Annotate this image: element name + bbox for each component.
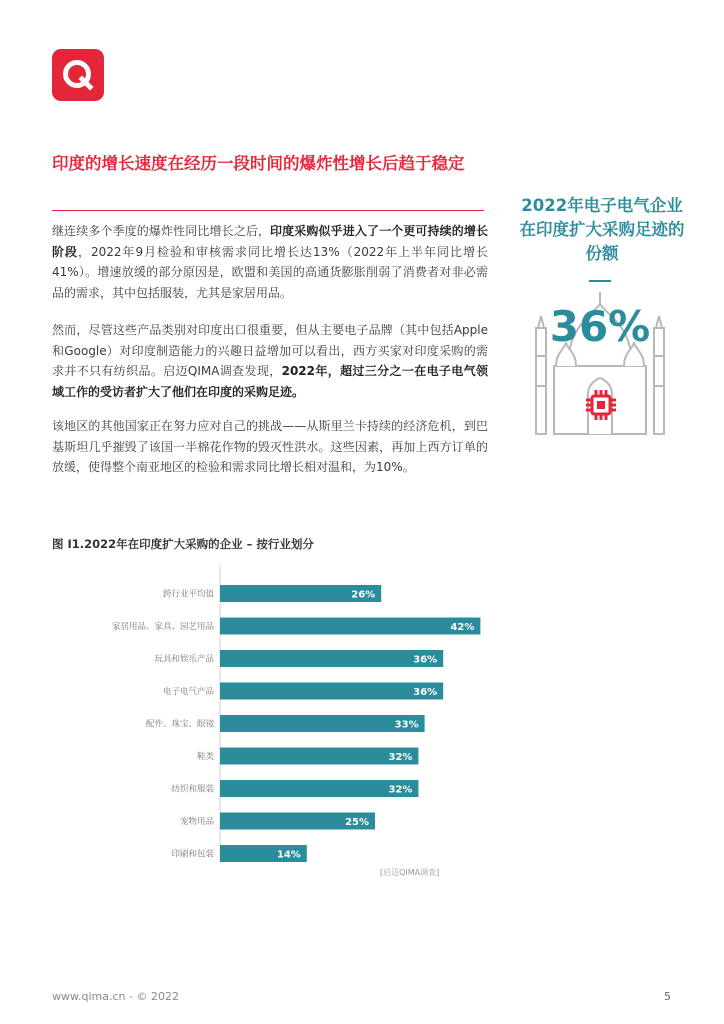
category-label: 宠物用品 — [179, 817, 214, 827]
page-number: 5 — [664, 990, 671, 1003]
bar — [220, 650, 443, 667]
bar — [220, 683, 443, 700]
category-label: 家居用品、家具、园艺用品 — [111, 622, 214, 632]
bar-value-label: 26% — [351, 589, 376, 601]
bar-value-label: 32% — [388, 784, 413, 796]
category-label: 跨行业平均值 — [162, 589, 214, 600]
paragraph-2 — [52, 320, 488, 402]
bar-value-label: 33% — [394, 719, 419, 731]
category-label: 印刷和包装 — [171, 849, 214, 860]
category-label: 配件、珠宝、眼镜 — [145, 719, 214, 730]
paragraph-1-bold: 印度采购似乎进入了一个更可持续的增长阶段 — [52, 224, 488, 259]
category-label: 鞋类 — [196, 752, 214, 762]
qima-logo — [52, 49, 104, 101]
figure-title: 图 I1.2022年在印度扩大采购的企业 – 按行业划分 — [52, 537, 314, 551]
bar — [220, 618, 480, 635]
sidebar-illustration — [532, 286, 668, 436]
paragraph-2-text-a: 然而，尽管这些产品类别对印度出口很重要，但从主要电子品牌（其中包括Apple和Google）对印度制造能力的兴趣日益增加可以看出，西方买家对印度采购的需求并不只有纺织品。启迈QIMA调查发现， — [52, 323, 488, 378]
qima-q-logo-icon — [52, 49, 104, 101]
sidebar-stat: 36% — [549, 302, 651, 351]
bar-value-label: 14% — [276, 849, 301, 861]
category-label: 玩具和娱乐产品 — [154, 654, 214, 665]
sidebar-divider — [589, 280, 611, 282]
bar-value-label: 36% — [413, 687, 438, 698]
category-label: 纺织和服装 — [171, 784, 214, 795]
bar-value-label: 25% — [345, 817, 369, 828]
paragraph-1 — [52, 221, 488, 303]
sidebar-title: 2022年电子电气企业在印度扩大采购足迹的份额 — [519, 196, 685, 263]
bar-value-label: 36% — [413, 654, 438, 666]
paragraph-1-text-a: 继连续多个季度的爆炸性同比增长之后， — [52, 224, 271, 238]
paragraph-3-text: 该地区的其他国家正在努力应对自己的挑战——从斯里兰卡持续的经济危机，到巴基斯坦几乎摧毁了该国一半棉花作物的毁灭性洪水。这些因素，再加上西方订单的放缓，使得整个南亚地区的检验和需求同比增长相对温和，为10%。 — [52, 419, 488, 474]
footer-site: www.qima.cn - © 2022 — [52, 990, 179, 1003]
paragraph-1-text-b: ，2022年9月检验和审核需求同比增长达13%（2022年上半年同比增长41%）。增速放缓的部分原因是，欧盟和美国的高通货膨胀削弱了消费者对非必需品的需求，其中包括服装，尤其是家居用品。 — [52, 244, 488, 300]
paragraph-3 — [52, 416, 488, 478]
bar-chart — [52, 563, 512, 883]
heading-divider — [52, 210, 484, 211]
paragraph-2-bold: 2022年，超过三分之一在电子电气领域工作的受访者扩大了他们在印度的采购足迹。 — [52, 364, 488, 399]
bar-value-label: 42% — [450, 622, 475, 633]
section-heading: 印度的增长速度在经历一段时间的爆炸性增长后趋于稳定 — [52, 154, 465, 173]
figure-source: [启迈QIMA调查] — [380, 868, 440, 877]
category-label: 电子电气产品 — [162, 687, 214, 697]
bar-value-label: 32% — [388, 752, 413, 763]
